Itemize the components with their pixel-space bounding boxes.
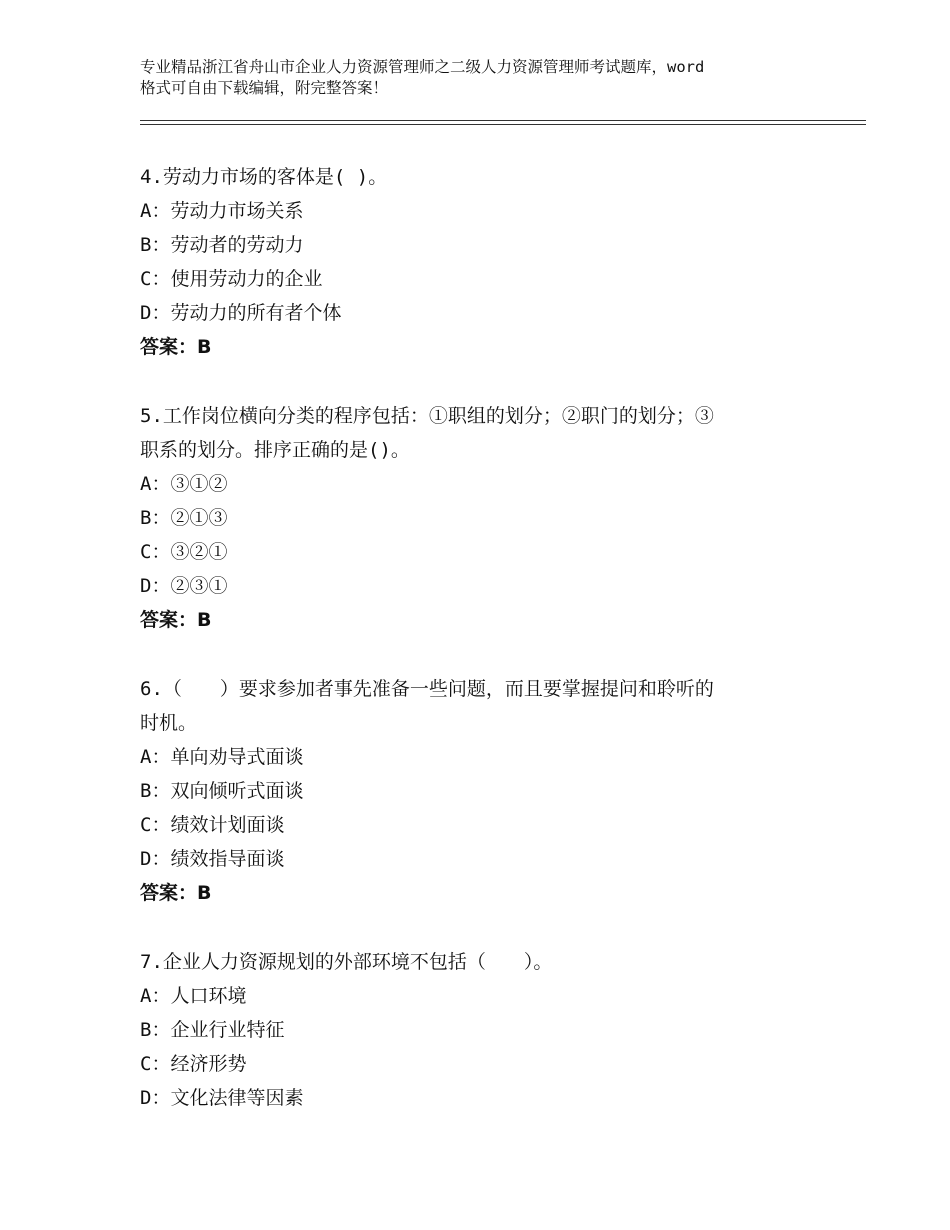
option-b: B：双向倾听式面谈 xyxy=(140,780,304,802)
question-stem-continued: 时机。 xyxy=(140,712,198,734)
answer-label: 答案：B xyxy=(140,882,212,904)
question-stem-continued: 职系的划分。排序正确的是()。 xyxy=(140,439,410,461)
question-stem: 7.企业人力资源规划的外部环境不包括（ ）。 xyxy=(140,951,553,973)
header-divider-bottom xyxy=(140,124,866,125)
option-d: D：绩效指导面谈 xyxy=(140,848,285,870)
option-a: A：③①② xyxy=(140,473,228,495)
option-c: C：③②① xyxy=(140,541,228,563)
option-c: C：经济形势 xyxy=(140,1053,247,1075)
question-stem: 6.（ ）要求参加者事先准备一些问题，而且要掌握提问和聆听的 xyxy=(140,678,714,700)
question-stem: 5.工作岗位横向分类的程序包括：①职组的划分；②职门的划分；③ xyxy=(140,405,714,427)
question-6 xyxy=(140,672,810,910)
answer-label: 答案：B xyxy=(140,609,212,631)
question-7 xyxy=(140,945,810,1115)
option-b: B：②①③ xyxy=(140,507,228,529)
option-a: A：人口环境 xyxy=(140,985,247,1007)
option-b: B：劳动者的劳动力 xyxy=(140,234,304,256)
question-5 xyxy=(140,399,810,637)
option-c: C：绩效计划面谈 xyxy=(140,814,285,836)
question-stem: 4.劳动力市场的客体是( )。 xyxy=(140,166,388,188)
option-a: A：单向劝导式面谈 xyxy=(140,746,304,768)
option-d: D：②③① xyxy=(140,575,228,597)
option-a: A：劳动力市场关系 xyxy=(140,200,304,222)
document-header xyxy=(140,57,840,99)
header-line-2: 格式可自由下载编辑，附完整答案！ xyxy=(140,79,389,97)
answer-label: 答案：B xyxy=(140,336,212,358)
question-4 xyxy=(140,160,810,364)
option-b: B：企业行业特征 xyxy=(140,1019,285,1041)
option-d: D：文化法律等因素 xyxy=(140,1087,304,1109)
header-line-1: 专业精品浙江省舟山市企业人力资源管理师之二级人力资源管理师考试题库，word xyxy=(140,58,705,76)
header-divider-top xyxy=(140,120,866,121)
option-c: C：使用劳动力的企业 xyxy=(140,268,323,290)
option-d: D：劳动力的所有者个体 xyxy=(140,302,342,324)
